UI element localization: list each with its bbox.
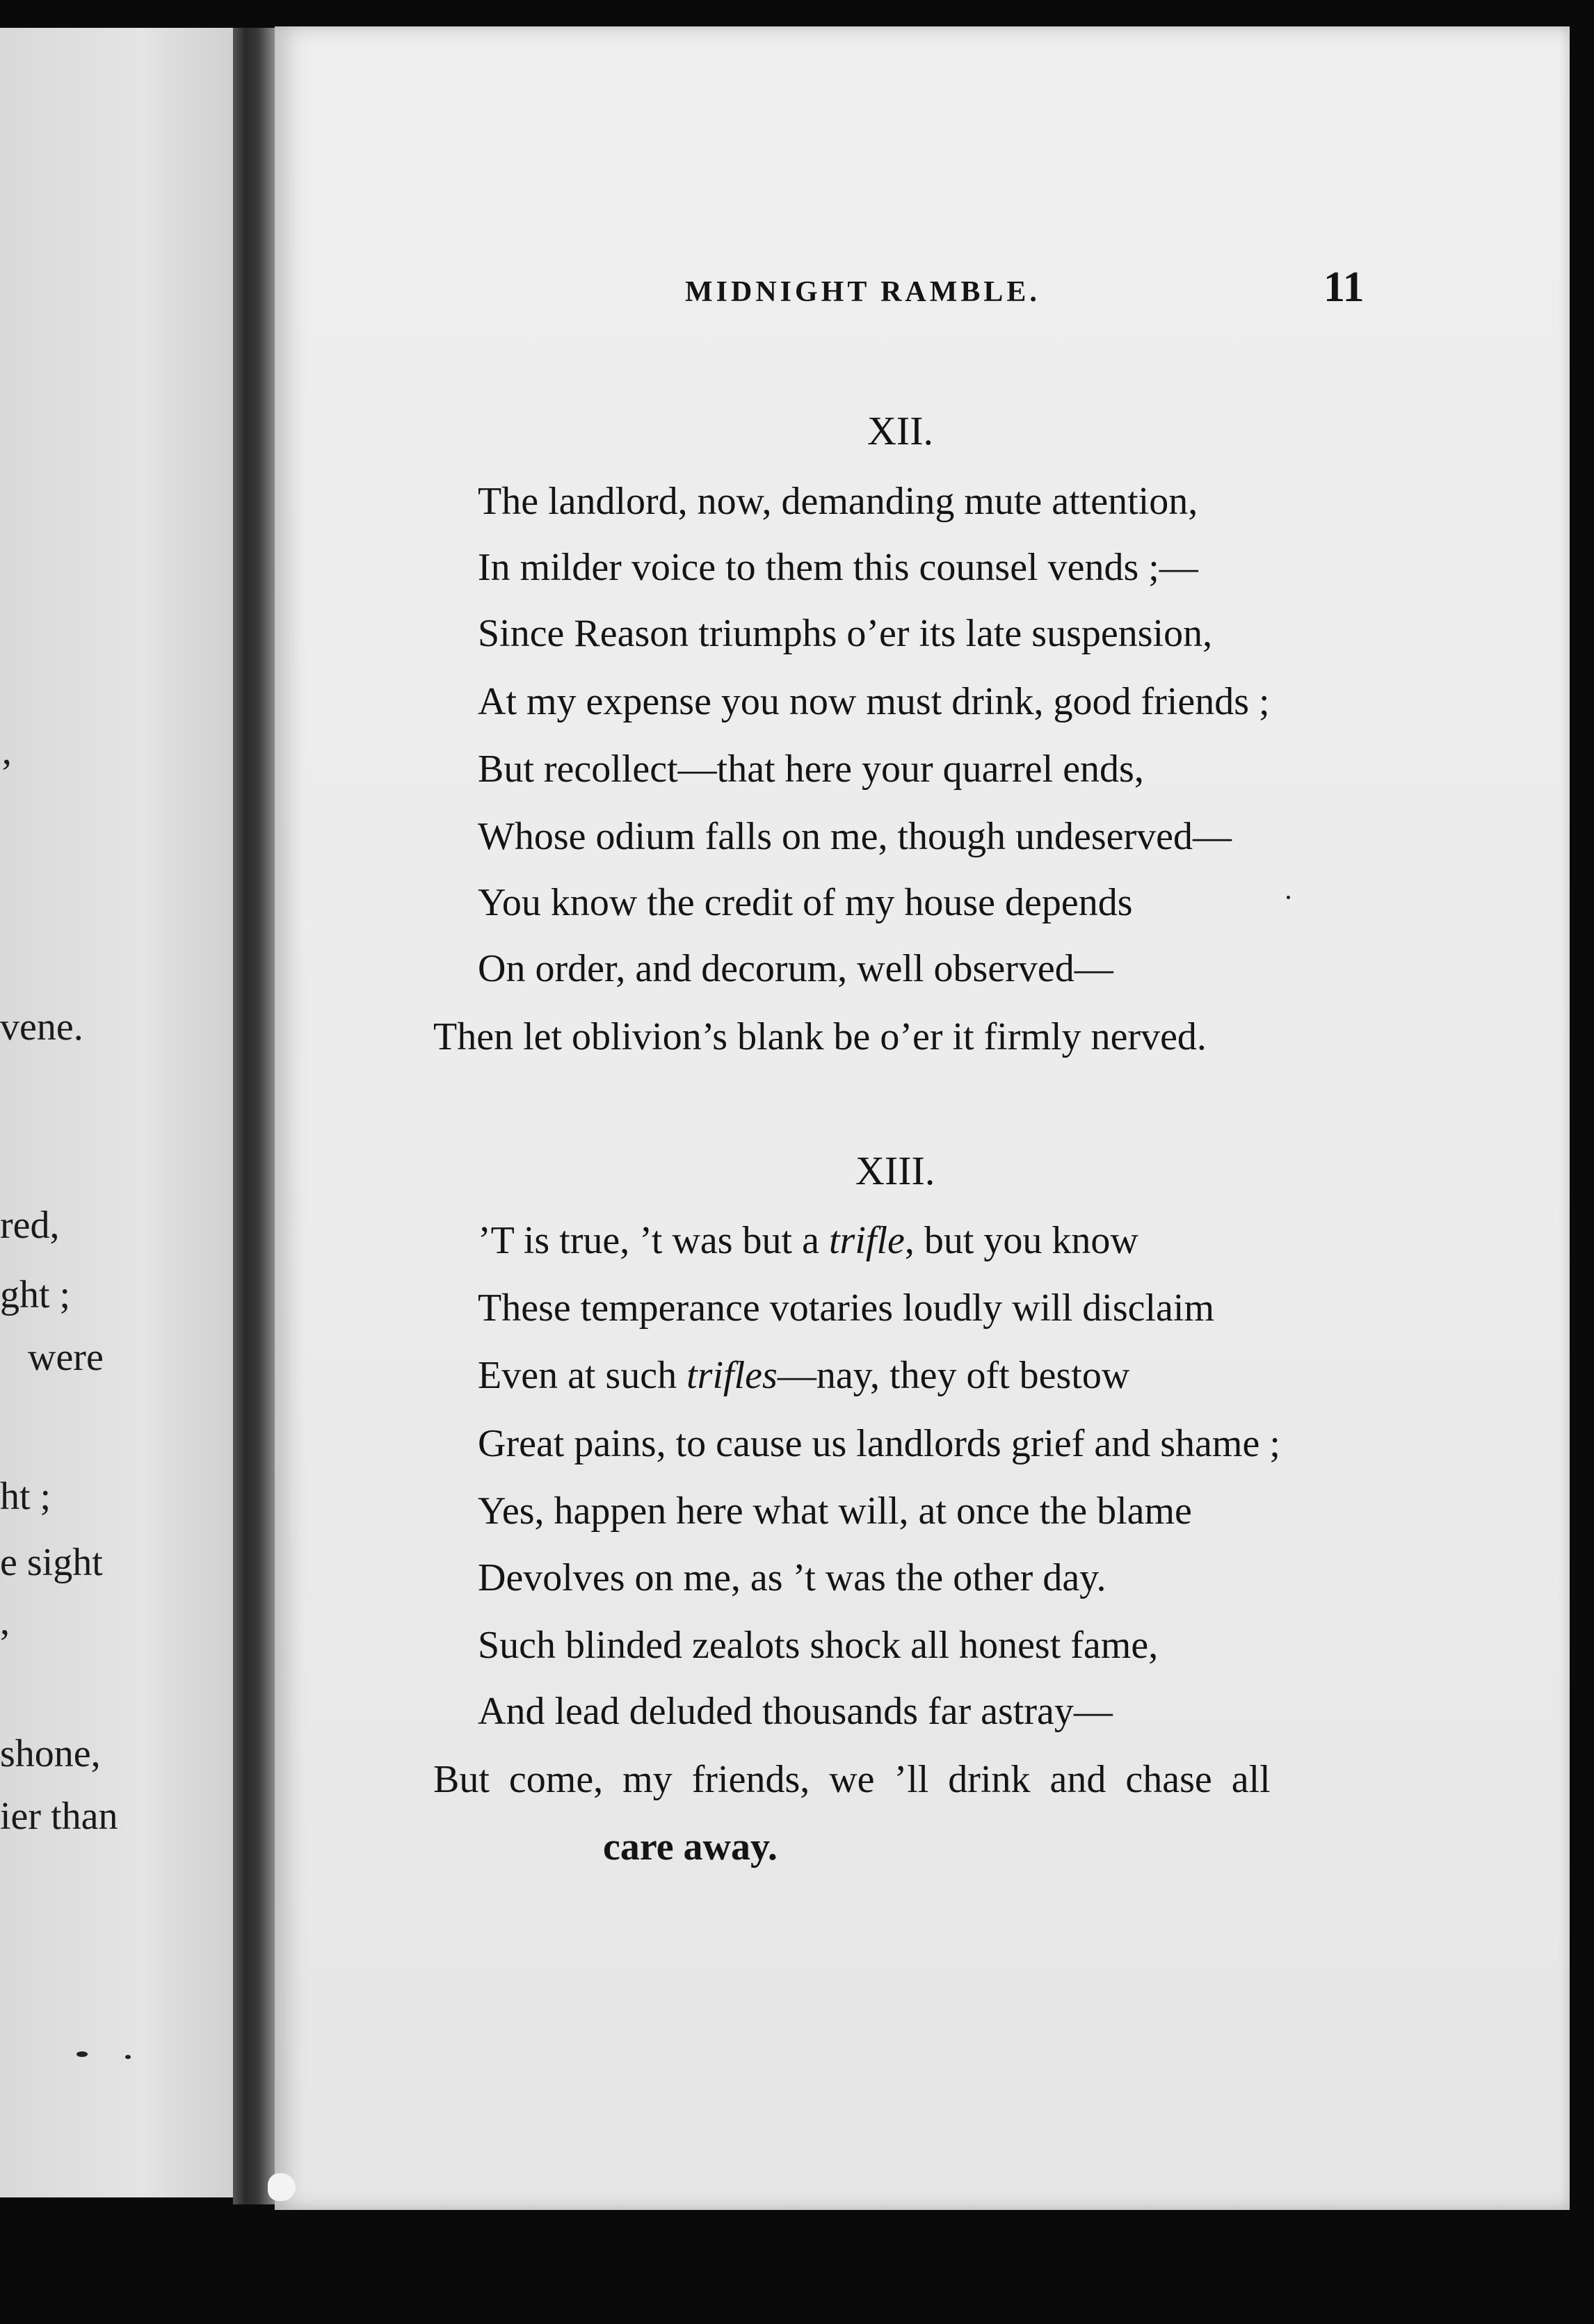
left-fragment: e sight	[0, 1541, 103, 1584]
left-fragment: ’	[0, 752, 13, 795]
verse-line	[478, 1356, 1129, 1395]
ink-speck	[1287, 896, 1290, 899]
book-spine-gutter	[233, 28, 275, 2204]
verse-line: Devolves on me, as ’t was the other day.	[478, 1556, 1106, 1599]
verse-line: But recollect—that here your quarrel ends,	[478, 748, 1144, 791]
verse-segment: —nay, they oft bestow	[777, 1354, 1130, 1397]
italic-word: trifles	[686, 1354, 778, 1397]
page-number: 11	[1323, 264, 1364, 311]
running-title: MIDNIGHT RAMBLE.	[685, 276, 1040, 308]
left-fragment: vene.	[0, 1006, 83, 1049]
verse-line: care away.	[603, 1825, 778, 1869]
left-fragment: red,	[0, 1204, 60, 1247]
verse-line: The landlord, now, demanding mute attention,	[478, 480, 1198, 523]
running-head	[275, 256, 1570, 312]
verse-line	[478, 1221, 1138, 1260]
verse-line: On order, and decorum, well observed—	[478, 947, 1113, 990]
verse-line: At my expense you now must drink, good friends ;	[478, 680, 1270, 723]
verse-line: Then let oblivion’s blank be o’er it firmly nerved.	[433, 1015, 1207, 1058]
left-fragment: ght ;	[0, 1273, 71, 1316]
previous-page-fragment	[0, 28, 236, 2197]
verse-line: Yes, happen here what will, at once the blame	[478, 1490, 1192, 1533]
verse-segment: ’T is true, ’t was but a	[478, 1219, 829, 1262]
verse-line: These temperance votaries loudly will disclaim	[478, 1286, 1214, 1330]
verse-segment: , but you know	[904, 1219, 1138, 1262]
ink-speck	[77, 2051, 88, 2057]
verse-line: Great pains, to cause us landlords grief and shame ;	[478, 1422, 1280, 1465]
left-fragment: ier than	[0, 1795, 118, 1838]
verse-line: And lead deluded thousands far astray—	[478, 1690, 1113, 1733]
verse-line: Since Reason triumphs o’er its late suspension,	[478, 612, 1213, 655]
left-fragment: ,	[0, 1600, 10, 1643]
verse-line: Whose odium falls on me, though undeserved—	[478, 815, 1232, 858]
left-fragment: were	[28, 1336, 104, 1379]
verse-line: Such blinded zealots shock all honest fame,	[478, 1624, 1159, 1667]
stanza-number: XII.	[867, 408, 934, 453]
verse-line: You know the credit of my house depends	[478, 881, 1133, 924]
book-page	[275, 26, 1570, 2210]
stanza-number: XIII.	[855, 1148, 935, 1193]
verse-line: But come, my friends, we ’ll drink and chase all	[433, 1758, 1271, 1801]
left-fragment: shone,	[0, 1732, 101, 1775]
verse-line: In milder voice to them this counsel vends ;—	[478, 546, 1198, 589]
left-fragment: ht ;	[0, 1475, 51, 1518]
page-damage-mark	[268, 2173, 296, 2201]
verse-segment: Even at such	[478, 1354, 687, 1397]
italic-word: trifle	[828, 1219, 905, 1262]
ink-speck	[125, 2055, 131, 2059]
